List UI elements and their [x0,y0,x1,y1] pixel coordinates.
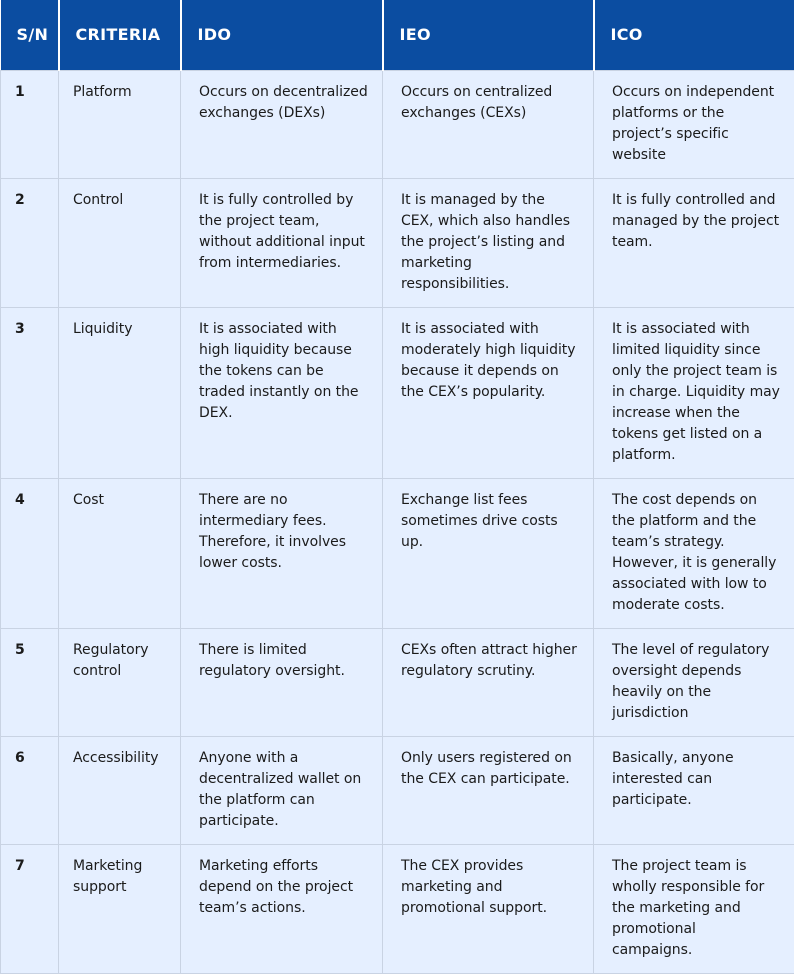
table-header [1,0,794,70]
cell-ido: Anyone with a decentralized wallet on the platform can participate. [181,736,383,844]
cell-sn: 7 [1,844,59,973]
cell-criteria: Marketing support [59,844,181,973]
cell-ieo: Exchange list fees sometimes drive costs up. [383,478,594,628]
header-criteria: CRITERIA [59,0,181,70]
cell-ico: The level of regulatory oversight depends heavily on the jurisdiction [594,628,794,736]
cell-ico: The cost depends on the platform and the team’s strategy. However, it is generally associated with low to moderate costs. [594,478,794,628]
header-ido: IDO [181,0,383,70]
table-row [1,736,794,844]
cell-ico: The project team is wholly responsible for the marketing and promotional campaigns. [594,844,794,973]
cell-criteria: Cost [59,478,181,628]
header-row [1,0,794,70]
table-row [1,844,794,973]
cell-ico: It is associated with limited liquidity since only the project team is in charge. Liquidity may increase when the tokens get listed on a platform. [594,307,794,478]
table-row [1,478,794,628]
cell-ieo: It is managed by the CEX, which also handles the project’s listing and marketing responsibilities. [383,178,594,307]
cell-ido: There are no intermediary fees. Therefore, it involves lower costs. [181,478,383,628]
cell-criteria: Accessibility [59,736,181,844]
header-ico: ICO [594,0,794,70]
cell-sn: 4 [1,478,59,628]
cell-ieo: Only users registered on the CEX can participate. [383,736,594,844]
cell-ico: It is fully controlled and managed by the project team. [594,178,794,307]
cell-ido: Occurs on decentralized exchanges (DEXs) [181,70,383,178]
cell-sn: 1 [1,70,59,178]
cell-ido: It is associated with high liquidity because the tokens can be traded instantly on the DEX. [181,307,383,478]
cell-ido: Marketing efforts depend on the project team’s actions. [181,844,383,973]
cell-ido: It is fully controlled by the project team, without additional input from intermediaries. [181,178,383,307]
cell-sn: 5 [1,628,59,736]
table-row [1,178,794,307]
cell-sn: 2 [1,178,59,307]
header-ieo: IEO [383,0,594,70]
cell-sn: 3 [1,307,59,478]
table-row [1,70,794,178]
cell-ico: Basically, anyone interested can participate. [594,736,794,844]
cell-ieo: It is associated with moderately high liquidity because it depends on the CEX’s popularity. [383,307,594,478]
cell-criteria: Liquidity [59,307,181,478]
cell-ico: Occurs on independent platforms or the project’s specific website [594,70,794,178]
header-sn: S/N [1,0,59,70]
table-row [1,628,794,736]
cell-ieo: The CEX provides marketing and promotional support. [383,844,594,973]
cell-ieo: CEXs often attract higher regulatory scrutiny. [383,628,594,736]
cell-ieo: Occurs on centralized exchanges (CEXs) [383,70,594,178]
table-body [1,70,794,973]
cell-sn: 6 [1,736,59,844]
cell-ido: There is limited regulatory oversight. [181,628,383,736]
cell-criteria: Control [59,178,181,307]
cell-criteria: Regulatory control [59,628,181,736]
table-row [1,307,794,478]
cell-criteria: Platform [59,70,181,178]
